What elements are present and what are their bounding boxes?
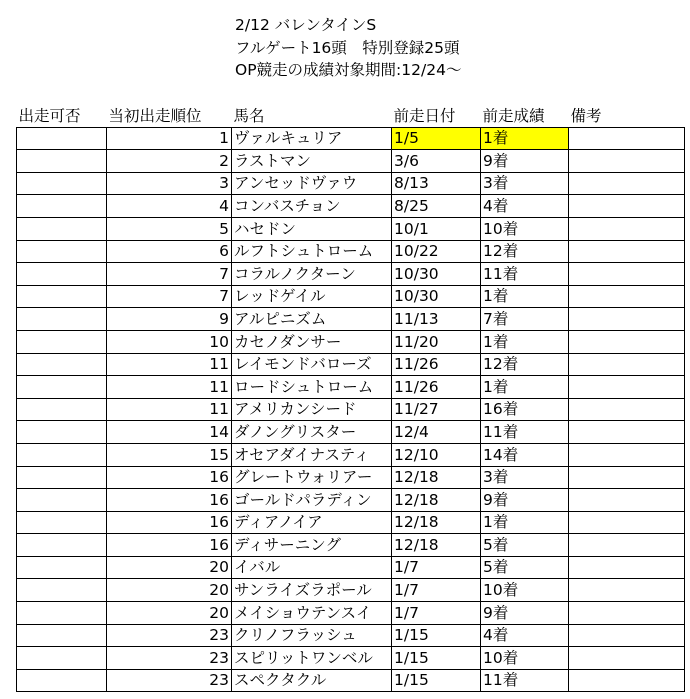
table-row: [17, 534, 685, 557]
rank-cell[interactable]: 20: [107, 556, 232, 579]
result-cell[interactable]: 3着: [481, 172, 569, 195]
table-row: [17, 330, 685, 353]
rank-cell[interactable]: 5: [107, 217, 232, 240]
rank-cell[interactable]: 16: [107, 489, 232, 512]
date-cell[interactable]: 11/13: [392, 308, 481, 331]
date-cell[interactable]: 12/18: [392, 489, 481, 512]
result-cell[interactable]: 9着: [481, 150, 569, 173]
table-row: [17, 466, 685, 489]
horse-name-cell[interactable]: ロードシュトローム: [232, 376, 392, 399]
result-cell[interactable]: 10着: [481, 217, 569, 240]
result-cell[interactable]: 4着: [481, 624, 569, 647]
race-title: 2/12 バレンタインS: [235, 16, 377, 34]
race-header: [235, 14, 461, 82]
horse-name-cell[interactable]: ディアノイア: [232, 511, 392, 534]
result-cell[interactable]: 5着: [481, 534, 569, 557]
table-row: [17, 217, 685, 240]
horse-name-cell[interactable]: レッドゲイル: [232, 285, 392, 308]
table-row: [17, 263, 685, 286]
notes-cell[interactable]: [569, 669, 685, 692]
horse-name-cell[interactable]: ゴールドパラディン: [232, 489, 392, 512]
notes-cell[interactable]: [569, 489, 685, 512]
table-row: [17, 421, 685, 444]
notes-cell[interactable]: [569, 534, 685, 557]
date-cell[interactable]: 12/10: [392, 443, 481, 466]
horse-name-cell[interactable]: オセアダイナスティ: [232, 443, 392, 466]
table-row: [17, 624, 685, 647]
date-cell[interactable]: 1/5: [392, 127, 481, 150]
status-cell[interactable]: [17, 353, 107, 376]
status-cell[interactable]: [17, 624, 107, 647]
horse-name-cell[interactable]: カセノダンサー: [232, 330, 392, 353]
notes-cell[interactable]: [569, 195, 685, 218]
result-cell[interactable]: 11着: [481, 421, 569, 444]
horse-name-cell[interactable]: ラストマン: [232, 150, 392, 173]
table-row: [17, 353, 685, 376]
horse-name-cell[interactable]: コンバスチョン: [232, 195, 392, 218]
horse-name-cell[interactable]: コラルノクターン: [232, 263, 392, 286]
date-cell[interactable]: 1/7: [392, 579, 481, 602]
table-row: [17, 308, 685, 331]
notes-cell[interactable]: [569, 172, 685, 195]
result-cell[interactable]: 1着: [481, 376, 569, 399]
table-row: [17, 579, 685, 602]
notes-cell[interactable]: [569, 602, 685, 625]
rank-cell[interactable]: 23: [107, 624, 232, 647]
date-cell[interactable]: 10/1: [392, 217, 481, 240]
rank-cell[interactable]: 7: [107, 285, 232, 308]
result-cell[interactable]: 14着: [481, 443, 569, 466]
rank-cell[interactable]: 23: [107, 647, 232, 670]
result-cell[interactable]: 1着: [481, 285, 569, 308]
horse-name-cell[interactable]: グレートウォリアー: [232, 466, 392, 489]
notes-cell[interactable]: [569, 308, 685, 331]
table-row: [17, 150, 685, 173]
notes-cell[interactable]: [569, 127, 685, 150]
horse-name-cell[interactable]: ハセドン: [232, 217, 392, 240]
horse-name-cell[interactable]: スペクタクル: [232, 669, 392, 692]
rank-cell[interactable]: 2: [107, 150, 232, 173]
result-cell[interactable]: 10着: [481, 579, 569, 602]
status-cell[interactable]: [17, 285, 107, 308]
col-header-status: 出走可否: [17, 105, 107, 127]
notes-cell[interactable]: [569, 624, 685, 647]
status-cell[interactable]: [17, 263, 107, 286]
notes-cell[interactable]: [569, 398, 685, 421]
date-cell[interactable]: 8/25: [392, 195, 481, 218]
notes-cell[interactable]: [569, 240, 685, 263]
col-header-last-race-result: 前走成績: [481, 105, 569, 127]
result-cell[interactable]: 10着: [481, 647, 569, 670]
date-cell[interactable]: 12/18: [392, 466, 481, 489]
rank-cell[interactable]: 10: [107, 330, 232, 353]
result-cell[interactable]: 4着: [481, 195, 569, 218]
horse-name-cell[interactable]: アルピニズム: [232, 308, 392, 331]
status-cell[interactable]: [17, 398, 107, 421]
notes-cell[interactable]: [569, 443, 685, 466]
status-cell[interactable]: [17, 127, 107, 150]
date-cell[interactable]: 1/7: [392, 602, 481, 625]
status-cell[interactable]: [17, 602, 107, 625]
notes-cell[interactable]: [569, 647, 685, 670]
result-cell[interactable]: 1着: [481, 511, 569, 534]
status-cell[interactable]: [17, 443, 107, 466]
table-row: [17, 240, 685, 263]
date-cell[interactable]: 11/27: [392, 398, 481, 421]
horse-name-cell[interactable]: ディサーニング: [232, 534, 392, 557]
notes-cell[interactable]: [569, 353, 685, 376]
result-cell[interactable]: 12着: [481, 240, 569, 263]
date-cell[interactable]: 8/13: [392, 172, 481, 195]
table-row: [17, 285, 685, 308]
notes-cell[interactable]: [569, 579, 685, 602]
date-cell[interactable]: 10/30: [392, 263, 481, 286]
result-cell[interactable]: 16着: [481, 398, 569, 421]
horse-name-cell[interactable]: クリノフラッシュ: [232, 624, 392, 647]
rank-cell[interactable]: 16: [107, 466, 232, 489]
notes-cell[interactable]: [569, 466, 685, 489]
date-cell[interactable]: 12/18: [392, 511, 481, 534]
status-cell[interactable]: [17, 669, 107, 692]
horse-name-cell[interactable]: ルフトシュトローム: [232, 240, 392, 263]
table-row: [17, 195, 685, 218]
date-cell[interactable]: 1/15: [392, 647, 481, 670]
status-cell[interactable]: [17, 534, 107, 557]
status-cell[interactable]: [17, 217, 107, 240]
result-cell[interactable]: 11着: [481, 263, 569, 286]
rank-cell[interactable]: 23: [107, 669, 232, 692]
notes-cell[interactable]: [569, 150, 685, 173]
horse-name-cell[interactable]: ダノングリスター: [232, 421, 392, 444]
rank-cell[interactable]: 15: [107, 443, 232, 466]
rank-cell[interactable]: 11: [107, 353, 232, 376]
status-cell[interactable]: [17, 489, 107, 512]
status-cell[interactable]: [17, 579, 107, 602]
notes-cell[interactable]: [569, 217, 685, 240]
date-cell[interactable]: 11/20: [392, 330, 481, 353]
notes-cell[interactable]: [569, 556, 685, 579]
rank-cell[interactable]: 20: [107, 602, 232, 625]
date-cell[interactable]: 1/15: [392, 669, 481, 692]
status-cell[interactable]: [17, 511, 107, 534]
status-cell[interactable]: [17, 647, 107, 670]
date-cell[interactable]: 11/26: [392, 376, 481, 399]
status-cell[interactable]: [17, 376, 107, 399]
status-cell[interactable]: [17, 308, 107, 331]
status-cell[interactable]: [17, 466, 107, 489]
status-cell[interactable]: [17, 195, 107, 218]
col-header-notes: 備考: [569, 105, 685, 127]
notes-cell[interactable]: [569, 376, 685, 399]
table-row: [17, 398, 685, 421]
race-entry-info: フルゲート16頭 特別登録25頭: [235, 38, 460, 57]
table-row: [17, 511, 685, 534]
result-cell[interactable]: 5着: [481, 556, 569, 579]
header-row: [17, 105, 685, 127]
date-cell[interactable]: 10/30: [392, 285, 481, 308]
horse-name-cell[interactable]: イバル: [232, 556, 392, 579]
rank-cell[interactable]: 20: [107, 579, 232, 602]
rank-cell[interactable]: 11: [107, 376, 232, 399]
horse-name-cell[interactable]: アンセッドヴァウ: [232, 172, 392, 195]
table-row: [17, 602, 685, 625]
result-cell[interactable]: 11着: [481, 669, 569, 692]
rank-cell[interactable]: 14: [107, 421, 232, 444]
notes-cell[interactable]: [569, 421, 685, 444]
col-header-last-race-date: 前走日付: [392, 105, 481, 127]
horse-name-cell[interactable]: サンライズラポール: [232, 579, 392, 602]
rank-cell[interactable]: 11: [107, 398, 232, 421]
table-row: [17, 556, 685, 579]
table-row: [17, 647, 685, 670]
rank-cell[interactable]: 4: [107, 195, 232, 218]
rank-cell[interactable]: 6: [107, 240, 232, 263]
status-cell[interactable]: [17, 150, 107, 173]
result-cell[interactable]: 1着: [481, 127, 569, 150]
status-cell[interactable]: [17, 421, 107, 444]
date-cell[interactable]: 12/4: [392, 421, 481, 444]
rank-cell[interactable]: 7: [107, 263, 232, 286]
date-cell[interactable]: 10/22: [392, 240, 481, 263]
notes-cell[interactable]: [569, 511, 685, 534]
result-cell[interactable]: 9着: [481, 489, 569, 512]
rank-cell[interactable]: 1: [107, 127, 232, 150]
table-row: [17, 172, 685, 195]
rank-cell[interactable]: 16: [107, 534, 232, 557]
table-row: [17, 669, 685, 692]
status-cell[interactable]: [17, 556, 107, 579]
notes-cell[interactable]: [569, 285, 685, 308]
table-row: [17, 443, 685, 466]
result-cell[interactable]: 3着: [481, 466, 569, 489]
horse-name-cell[interactable]: スピリットワンベル: [232, 647, 392, 670]
status-cell[interactable]: [17, 172, 107, 195]
horse-name-cell[interactable]: レイモンドバローズ: [232, 353, 392, 376]
result-cell[interactable]: 7着: [481, 308, 569, 331]
date-cell[interactable]: 1/15: [392, 624, 481, 647]
result-cell[interactable]: 9着: [481, 602, 569, 625]
date-cell[interactable]: 12/18: [392, 534, 481, 557]
date-cell[interactable]: 11/26: [392, 353, 481, 376]
date-cell[interactable]: 1/7: [392, 556, 481, 579]
results-period: OP競走の成績対象期間:12/24〜: [235, 61, 462, 79]
rank-cell[interactable]: 16: [107, 511, 232, 534]
notes-cell[interactable]: [569, 330, 685, 353]
rank-cell[interactable]: 9: [107, 308, 232, 331]
notes-cell[interactable]: [569, 263, 685, 286]
result-cell[interactable]: 1着: [481, 330, 569, 353]
table-row: [17, 376, 685, 399]
table-row: [17, 127, 685, 150]
table-row: [17, 489, 685, 512]
horse-name-cell[interactable]: アメリカンシード: [232, 398, 392, 421]
horse-name-cell[interactable]: ヴァルキュリア: [232, 127, 392, 150]
date-cell[interactable]: 3/6: [392, 150, 481, 173]
result-cell[interactable]: 12着: [481, 353, 569, 376]
rank-cell[interactable]: 3: [107, 172, 232, 195]
col-header-horse-name: 馬名: [232, 105, 392, 127]
horse-name-cell[interactable]: メイショウテンスイ: [232, 602, 392, 625]
col-header-initial-rank: 当初出走順位: [107, 105, 232, 127]
status-cell[interactable]: [17, 240, 107, 263]
entry-table: [16, 105, 685, 692]
status-cell[interactable]: [17, 330, 107, 353]
